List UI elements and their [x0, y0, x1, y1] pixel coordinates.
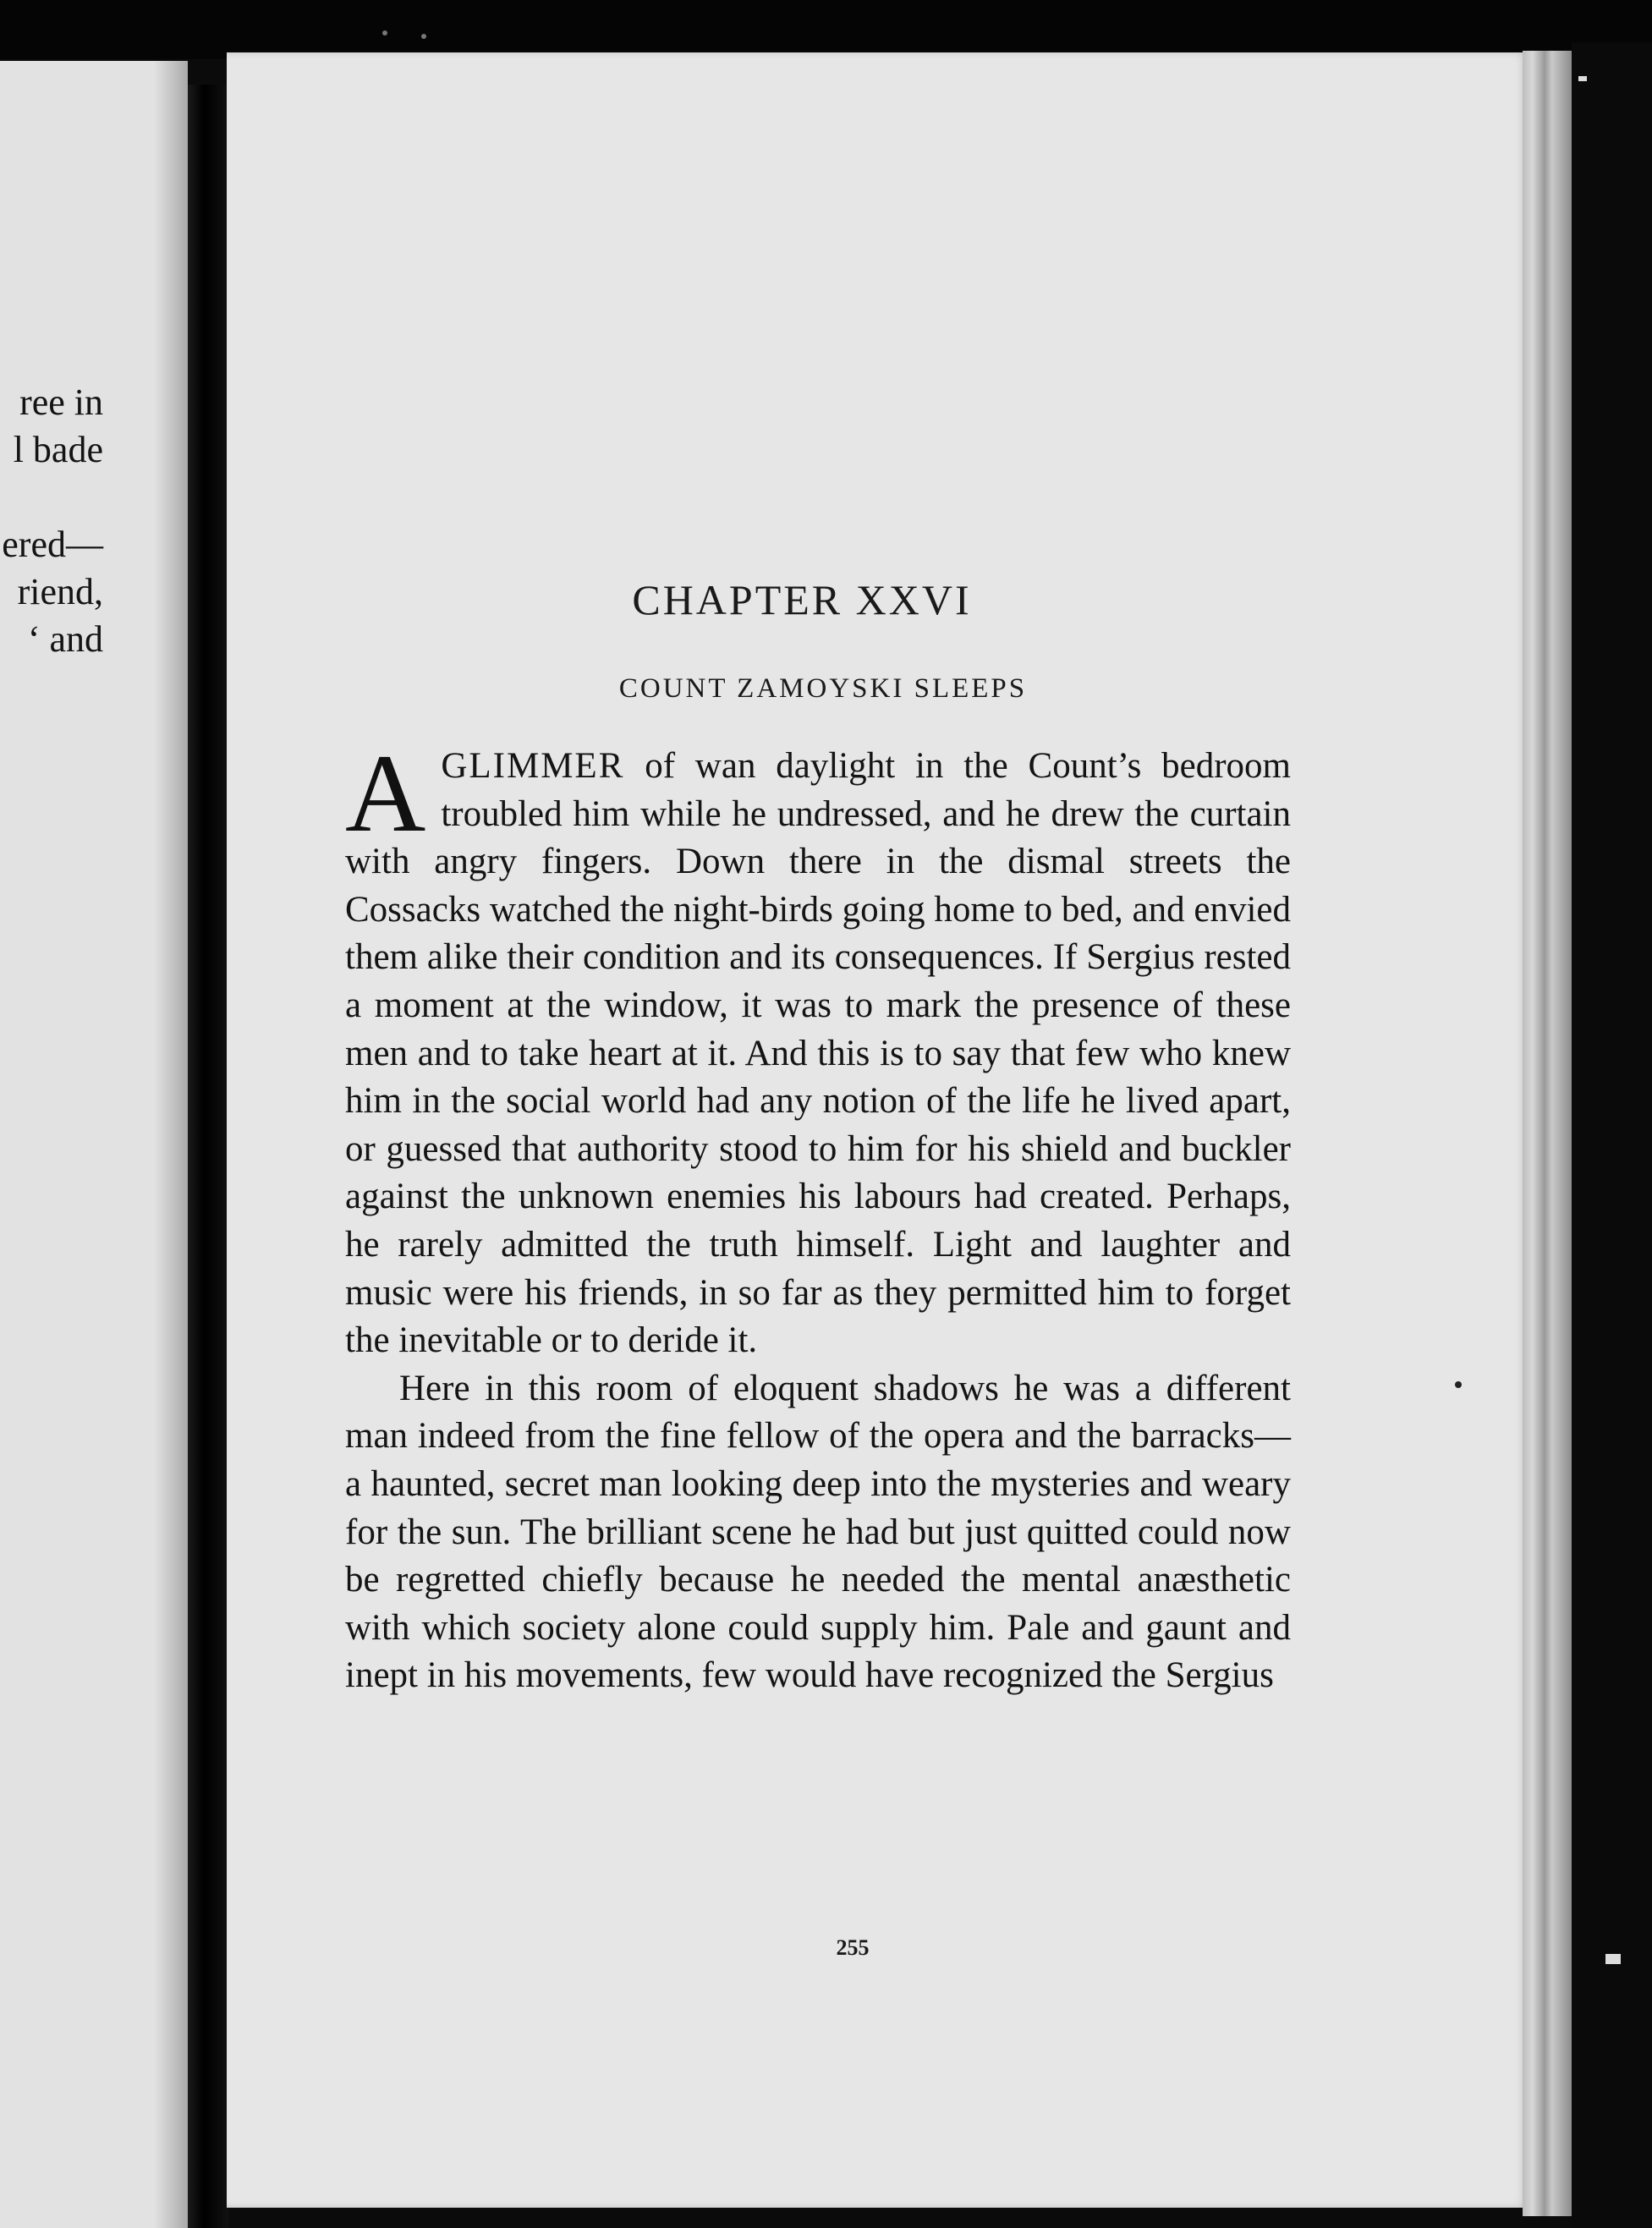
left-fragment: l bade: [13, 429, 103, 470]
speck: [1605, 1954, 1621, 1964]
speck: [421, 34, 426, 39]
left-fragment: ree in: [19, 381, 103, 423]
speck: [382, 30, 387, 36]
book-gutter: [188, 85, 228, 2228]
drop-cap: A: [345, 731, 426, 855]
chapter-body: [345, 731, 1291, 1700]
page-curve-shadow: [154, 61, 188, 2228]
paragraph-1: [345, 731, 1291, 1365]
left-fragment-gap: [2, 474, 103, 521]
paragraph-2: Here in this room of eloquent shadows he was a different man indeed from the fine fellow of the opera and the barracks—a haunted, secret man looking deep into the mysteries and weary for the sun. The brilliant scene he had but just quitted could now be regretted chiefly because he needed the mental anæsthetic with which society alone could supply him. Pale and gaunt and inept in his movements, few would have recognized the Sergius: [345, 1368, 1291, 1696]
chapter-subtitle: COUNT ZAMOYSKI SLEEPS: [618, 673, 1028, 704]
page-stack-edge: [1523, 51, 1572, 2216]
paragraph-1-text: of wan daylight in the Count’s bedroom troubled him while he undressed, and he drew the curtain with angry fingers. Down there in the dismal streets the Cossacks watched the night-birds going home to bed, and envied them alike their condition and its consequences. If Sergius rested a moment at the window, it was to mark the presence of these men and to take heart at it. And this is to say that few who knew him in the social world had any notion of the life he lived apart, or guessed that authority stood to him for his shield and buckler against the unknown enemies his labours had created. Perhaps, he rarely admitted the truth himself. Light and laughter and music were his friends, in so far as they permitted him to forget the inevitable or to deride it.: [345, 746, 1291, 1361]
left-fragment: ered—: [2, 524, 103, 565]
speck: [1578, 76, 1587, 81]
left-page-text-fragments: [2, 379, 103, 663]
left-fragment: riend,: [17, 571, 103, 612]
opening-word: GLIMMER: [441, 746, 625, 786]
page-number: 255: [836, 1935, 870, 1960]
left-fragment: ‘ and: [27, 618, 103, 660]
ink-dot: [1455, 1381, 1462, 1388]
chapter-title: CHAPTER XXVI: [632, 576, 972, 623]
left-facing-page: [0, 61, 188, 2228]
book-cover-edge: [1572, 42, 1652, 2228]
